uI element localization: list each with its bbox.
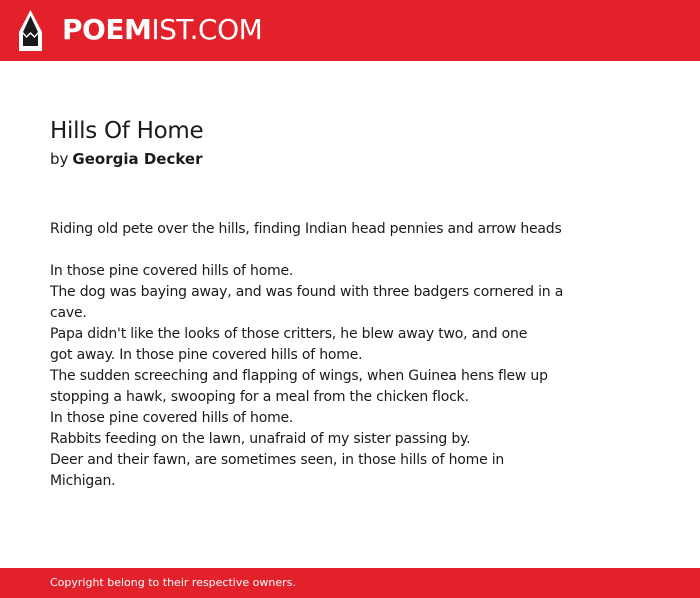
poem-line: The dog was baying away, and was found with three badgers cornered in a [50, 284, 564, 300]
poem-blank-line [50, 240, 590, 261]
poem-line: Deer and their fawn, are sometimes seen, in those hills of home in [50, 452, 505, 468]
poem-byline [50, 149, 202, 169]
by-label: by [50, 150, 69, 168]
pencil-tip-icon[interactable] [19, 10, 42, 51]
poem-title: Hills Of Home [50, 118, 204, 144]
poem-line: got away. In those pine covered hills of home. [50, 347, 363, 363]
poem-line: cave. [50, 305, 87, 321]
site-logo[interactable] [62, 13, 262, 47]
logo-light-text: IST.COM [151, 13, 263, 46]
poem-line: Riding old pete over the hills, finding Indian head pennies and arrow heads [50, 221, 562, 237]
poem-body [50, 219, 590, 492]
poem-line: In those pine covered hills of home. [50, 263, 294, 279]
poem-author[interactable]: Georgia Decker [72, 150, 203, 168]
site-footer [0, 568, 700, 598]
poem-line: Rabbits feeding on the lawn, unafraid of my sister passing by. [50, 431, 471, 447]
poem-line: stopping a hawk, swooping for a meal from the chicken flock. [50, 389, 469, 405]
site-header [0, 0, 700, 61]
poem-line: The sudden screeching and flapping of wings, when Guinea hens flew up [50, 368, 548, 384]
copyright-text: Copyright belong to their respective owners. [50, 576, 296, 589]
poem-line: In those pine covered hills of home. [50, 410, 294, 426]
poem-line: Papa didn't like the looks of those critters, he blew away two, and one [50, 326, 528, 342]
logo-bold-text: POEM [62, 13, 152, 46]
poem-line: Michigan. [50, 473, 116, 489]
